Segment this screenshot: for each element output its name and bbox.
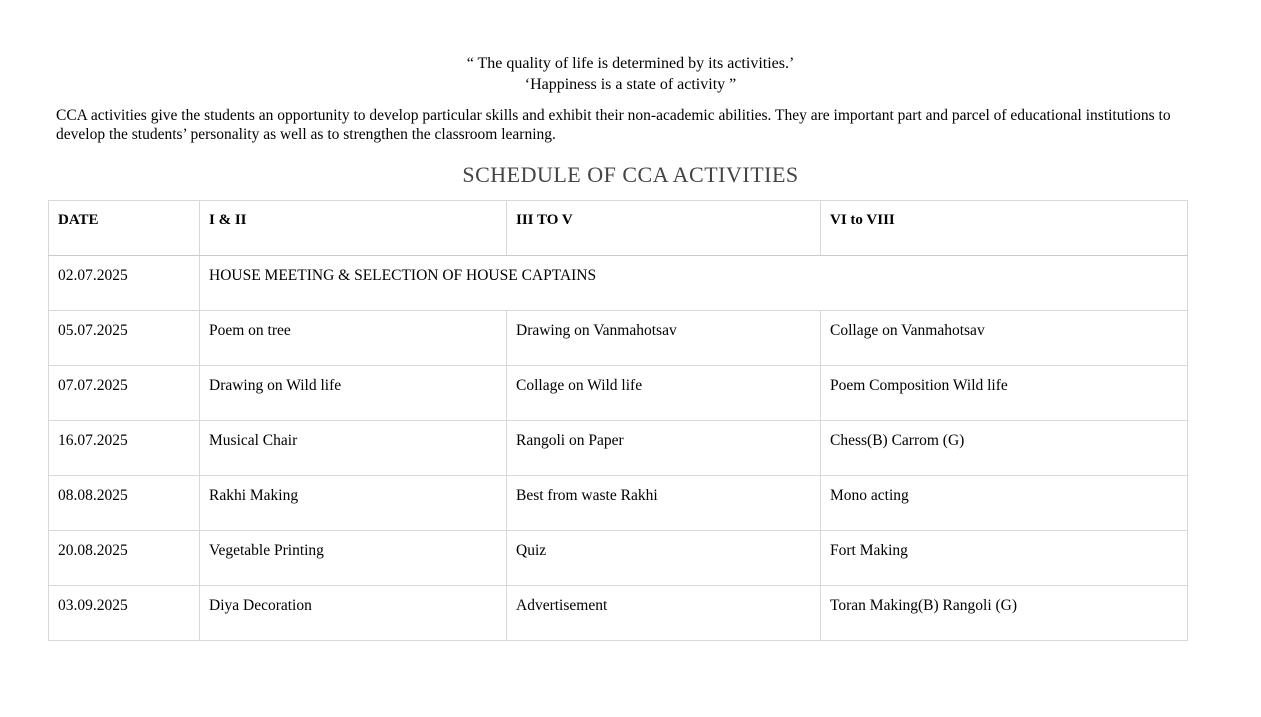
activity-cell: Fort Making (821, 531, 1188, 586)
table-header-row (49, 201, 1188, 256)
activity-cell: Quiz (507, 531, 821, 586)
table-row (49, 476, 1188, 531)
activity-cell: Mono acting (821, 476, 1188, 531)
table-row (49, 531, 1188, 586)
activity-cell: Best from waste Rakhi (507, 476, 821, 531)
date-cell: 20.08.2025 (49, 531, 200, 586)
date-cell: 16.07.2025 (49, 421, 200, 476)
header-cell: DATE (49, 201, 200, 256)
intro-paragraph: CCA activities give the students an opportunity to develop particular skills and exhibit their non-academic abilities. They are important part and parcel of educational institutions to develop the students’ personality as well as to strengthen the classroom learning. (56, 107, 1171, 143)
activity-cell: Advertisement (507, 586, 821, 641)
activity-cell: Musical Chair (200, 421, 507, 476)
header-cell: III TO V (507, 201, 821, 256)
table-row (49, 311, 1188, 366)
activity-cell: Collage on Wild life (507, 366, 821, 421)
activity-cell: Poem Composition Wild life (821, 366, 1188, 421)
activity-cell: Vegetable Printing (200, 531, 507, 586)
header-cell: I & II (200, 201, 507, 256)
activity-cell: Rangoli on Paper (507, 421, 821, 476)
table-row (49, 586, 1188, 641)
date-cell: 02.07.2025 (49, 256, 200, 311)
schedule-table (48, 200, 1188, 641)
table-row (49, 421, 1188, 476)
date-cell: 08.08.2025 (49, 476, 200, 531)
quote-line-2: ‘Happiness is a state of activity ” (524, 76, 737, 93)
page-title: SCHEDULE OF CCA ACTIVITIES (462, 162, 799, 187)
quote-line-1: “ The quality of life is determined by its activities.’ (466, 55, 795, 72)
header-cell: VI to VIII (821, 201, 1188, 256)
date-cell: 07.07.2025 (49, 366, 200, 421)
activity-cell: HOUSE MEETING & SELECTION OF HOUSE CAPTAINS (200, 256, 1188, 311)
date-cell: 05.07.2025 (49, 311, 200, 366)
activity-cell: Chess(B) Carrom (G) (821, 421, 1188, 476)
activity-cell: Drawing on Vanmahotsav (507, 311, 821, 366)
quote-block (0, 0, 1261, 95)
activity-cell: Poem on tree (200, 311, 507, 366)
table-row (49, 366, 1188, 421)
activity-cell: Rakhi Making (200, 476, 507, 531)
table-row (49, 256, 1188, 311)
date-cell: 03.09.2025 (49, 586, 200, 641)
activity-cell: Drawing on Wild life (200, 366, 507, 421)
activity-cell: Diya Decoration (200, 586, 507, 641)
activity-cell: Collage on Vanmahotsav (821, 311, 1188, 366)
activity-cell: Toran Making(B) Rangoli (G) (821, 586, 1188, 641)
